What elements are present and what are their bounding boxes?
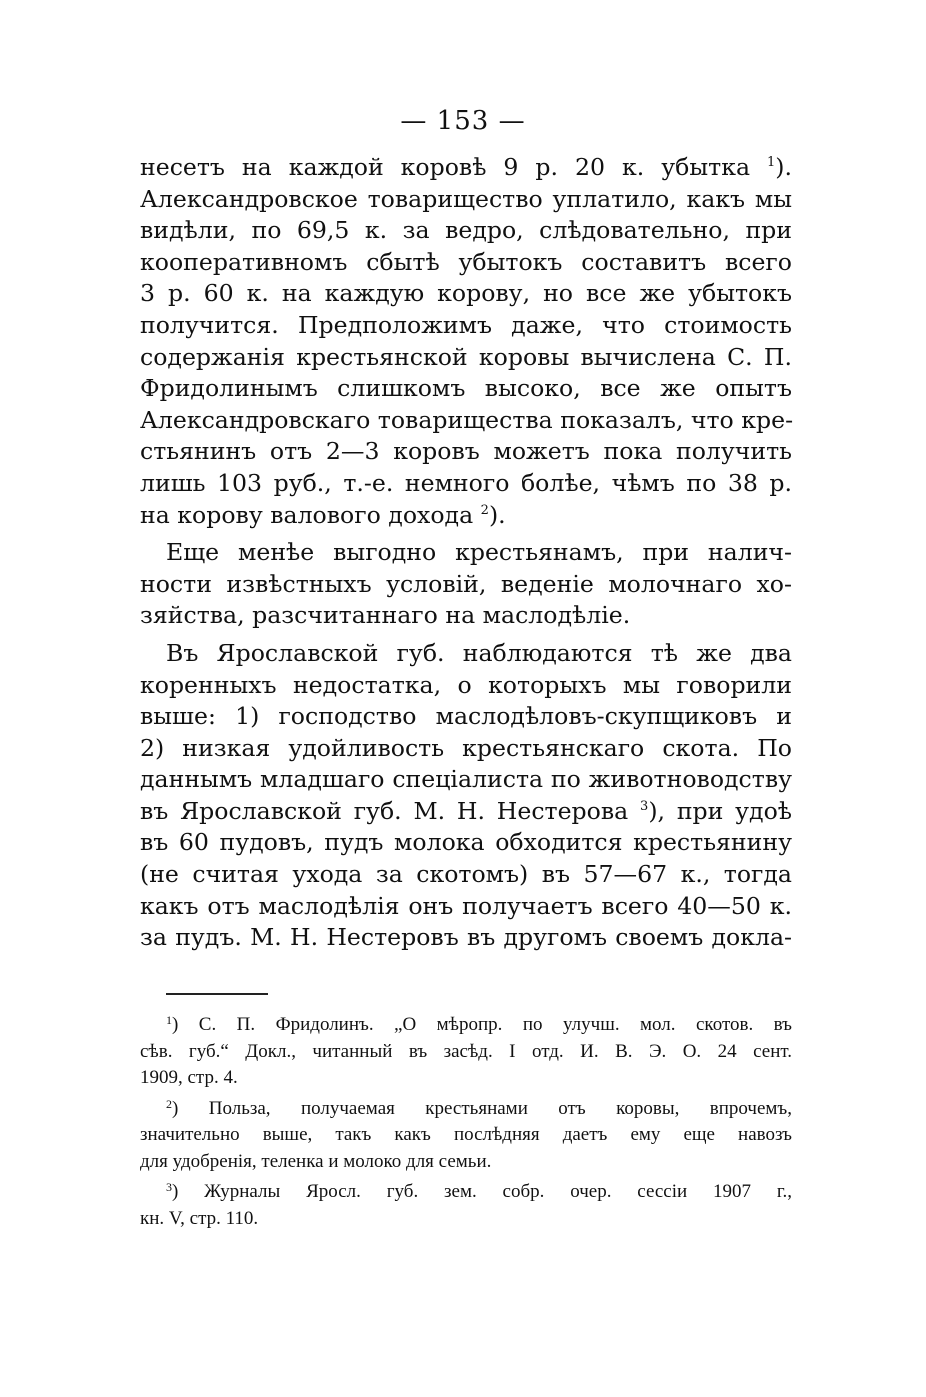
- footnote-divider: [166, 993, 268, 995]
- page-number: — 153 —: [400, 106, 526, 136]
- footnotes: [140, 1012, 792, 1232]
- footnote-line: кн. V, стр. 110.: [140, 1207, 259, 1229]
- text-line: какъ отъ маслодѣлія онъ получаетъ всего 40—50 к.: [140, 891, 792, 920]
- text-line: содержанія крестьянской коровы вычислена С. П.: [140, 342, 792, 371]
- footnote-ref: 1: [767, 155, 776, 170]
- footnote-mark: 2: [166, 1096, 172, 1111]
- footnote-line: $^2$) Польза, получаемая крестьянами отъ коровы, впрочемъ,: [166, 1096, 792, 1119]
- footnote-line: сѣв. губ.“ Докл., читанный въ засѣд. I отд. И. В. Э. О. 24 сент.: [140, 1040, 792, 1062]
- text-line: лишь 103 руб., т.-е. немного болѣе, чѣмъ по 38 р.: [140, 468, 792, 497]
- text-line: коренныхъ недостатка, о которыхъ мы говорили: [140, 670, 792, 699]
- footnote-line: для удобренія, теленка и молоко для семьи.: [140, 1150, 492, 1172]
- text-line: Александровское товарищество уплатило, какъ мы: [140, 184, 792, 213]
- footnote-3: [140, 1179, 792, 1232]
- footnote-mark: 3: [166, 1180, 172, 1194]
- text-line: въ Ярославской губ. М. Н. Нестерова $^3$), при удоѣ: [140, 796, 793, 825]
- footnote-1: [140, 1012, 792, 1092]
- text-line: кооперативномъ сбытѣ убытокъ составитъ всего: [140, 247, 792, 276]
- paragraph-1: [140, 152, 792, 531]
- paragraph-3: [140, 638, 792, 954]
- text-line: Фридолинымъ слишкомъ высоко, все же опытъ: [140, 374, 792, 403]
- footnote-mark: 1: [166, 1013, 172, 1027]
- footnote-line: $^1$) С. П. Фридолинъ. „О мѣропр. по улучш. мол. скотов. въ: [166, 1013, 792, 1035]
- text-line: видѣли, по 69,5 к. за ведро, слѣдовательно, при: [140, 216, 792, 245]
- footnote-line: значительно выше, такъ какъ послѣдняя даетъ ему еще навозъ: [140, 1124, 792, 1145]
- text-line: Александровскаго товарищества показалъ, что кре-: [140, 405, 794, 434]
- text-line: зяйства, разсчитаннаго на маслодѣліе.: [140, 601, 631, 630]
- footnote-line: 1909, стр. 4.: [140, 1067, 238, 1088]
- footnote-ref: 2: [480, 502, 489, 518]
- text-line: Въ Ярославской губ. наблюдаются тѣ же два: [166, 638, 792, 667]
- footnote-ref: 3: [640, 798, 649, 814]
- text-line: несетъ на каждой коровѣ 9 р. 20 к. убытка $^1$).: [140, 153, 793, 181]
- footnote-line: $^3$) Журналы Яросл. губ. зем. собр. очер. сессіи 1907 г.,: [166, 1180, 792, 1202]
- text-line: въ 60 пудовъ, пудъ молока обходится крестьянину: [140, 828, 792, 857]
- text-line: 2) низкая удойливость крестьянскаго скота. По: [140, 733, 792, 762]
- text-line: 3 р. 60 к. на каждую корову, но все же убытокъ: [140, 279, 792, 308]
- text-line: даннымъ младшаго спеціалиста по животноводству: [140, 765, 792, 794]
- text-line: (не считая ухода за скотомъ) въ 57—67 к., тогда: [140, 860, 792, 889]
- text-line: выше: 1) господство маслодѣловъ-скупщиковъ и: [140, 702, 792, 731]
- text-line: ности извѣстныхъ условій, веденіе молочнаго хо-: [140, 569, 792, 598]
- footnote-2: [140, 1096, 792, 1176]
- text-line: Еще менѣе выгодно крестьянамъ, при налич-: [166, 538, 792, 567]
- text-line: получится. Предположимъ даже, что стоимость: [140, 310, 792, 339]
- text-line: стьянинъ отъ 2—3 коровъ можетъ пока получить: [140, 437, 792, 466]
- main-text: [140, 152, 792, 954]
- text-line: за пудъ. М. Н. Нестеровъ въ другомъ своемъ докла-: [140, 923, 792, 952]
- text-line: на корову валового дохода $^2$).: [140, 500, 506, 529]
- paragraph-2: [140, 537, 792, 632]
